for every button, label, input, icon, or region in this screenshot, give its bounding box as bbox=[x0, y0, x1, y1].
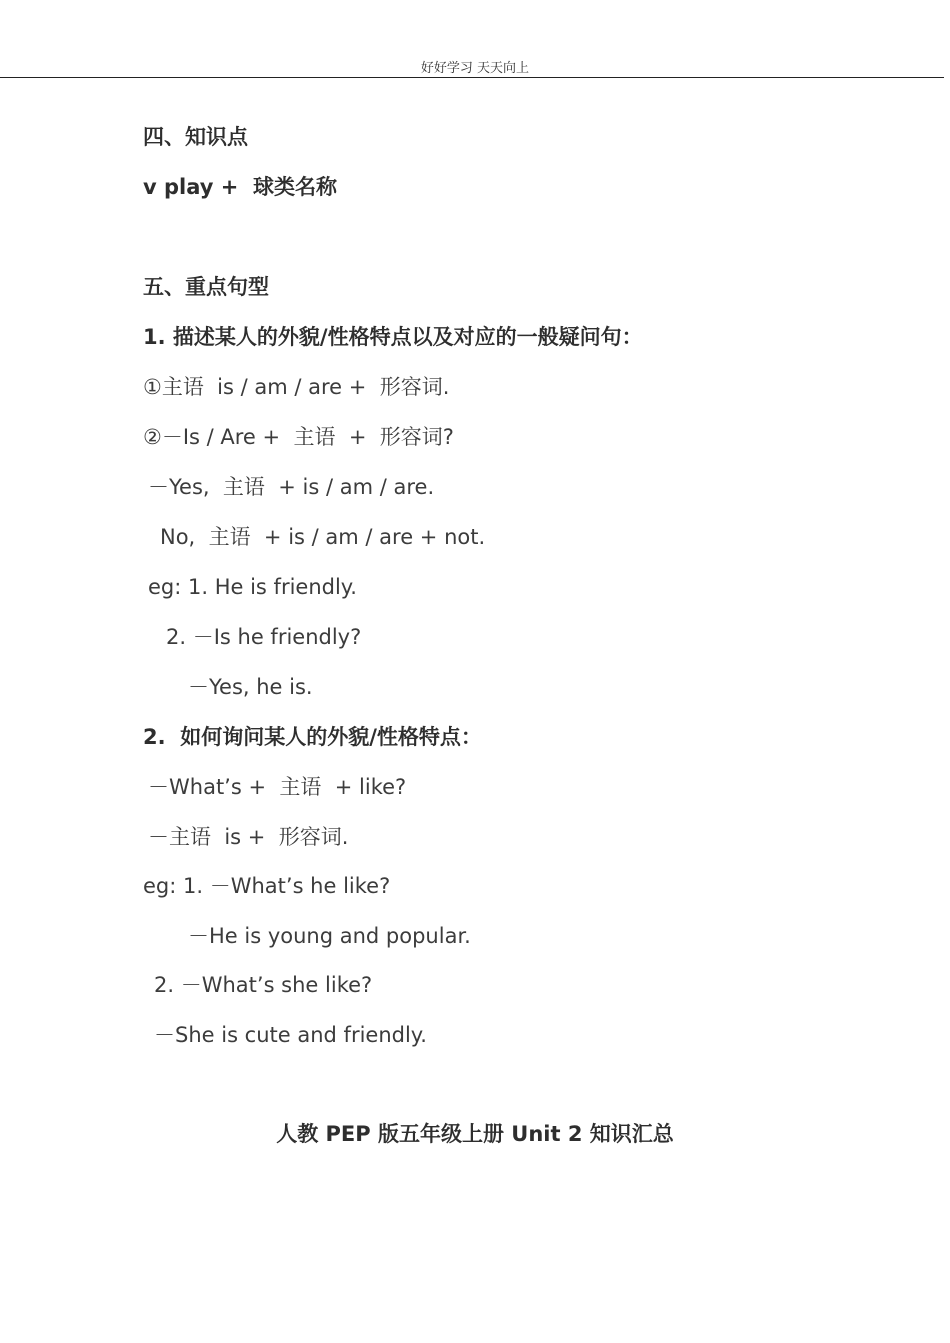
point-2-line: －主语 is + 形容词. bbox=[148, 825, 349, 849]
section-4-heading: 四、知识点 bbox=[143, 125, 248, 149]
point-1-line: ②－Is / Are + 主语 + 形容词? bbox=[143, 425, 454, 449]
section-5-heading: 五、重点句型 bbox=[143, 275, 269, 299]
point-2-line: －What’s + 主语 + like? bbox=[148, 775, 407, 799]
example-line: －He is young and popular. bbox=[188, 924, 471, 948]
point-2-title: 2. 如何询问某人的外貌/性格特点： bbox=[143, 725, 482, 749]
document-title: 人教 PEP 版五年级上册 Unit 2 知识汇总 bbox=[276, 1122, 674, 1146]
point-1-line: －Yes, 主语 + is / am / are. bbox=[148, 475, 435, 499]
section-4-line: v play + 球类名称 bbox=[143, 175, 337, 199]
header-divider bbox=[0, 77, 944, 78]
example-line: 2. －What’s she like? bbox=[154, 973, 373, 997]
point-1-line: ①主语 is / am / are + 形容词. bbox=[143, 375, 450, 399]
example-line: －Yes, he is. bbox=[188, 675, 313, 699]
example-line: eg: 1. －What’s he like? bbox=[143, 874, 391, 898]
example-line: eg: 1. He is friendly. bbox=[148, 575, 357, 599]
example-line: 2. －Is he friendly? bbox=[166, 625, 362, 649]
point-1-line: No, 主语 + is / am / are + not. bbox=[160, 525, 486, 549]
page-header: 好好学习 天天向上 bbox=[420, 61, 530, 76]
point-1-title: 1. 描述某人的外貌/性格特点以及对应的一般疑问句： bbox=[143, 325, 643, 349]
example-line: －She is cute and friendly. bbox=[154, 1023, 427, 1047]
